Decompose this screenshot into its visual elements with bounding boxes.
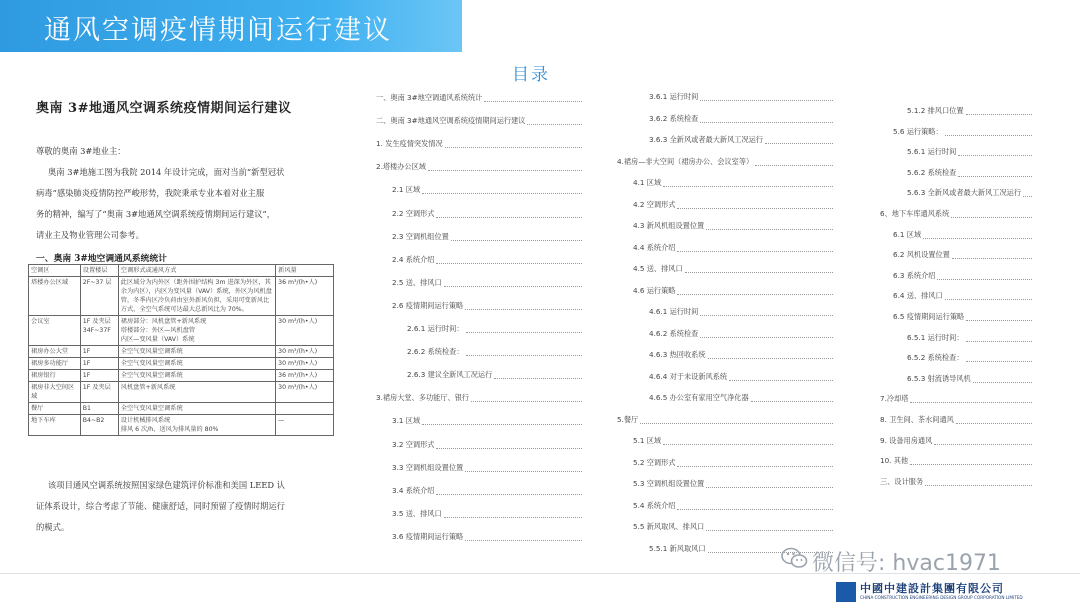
toc-entry[interactable]: 3.1 区域 xyxy=(392,416,421,426)
toc-entry[interactable]: 二、奥南 3#地通风空调系统疫情期间运行建议 xyxy=(376,116,526,126)
paragraph-1-line-4: 请业主及物业管理公司参考。 xyxy=(36,230,144,240)
paragraph-1-line-2: 病毒”感染肺炎疫情防控严峻形势，我院秉承专业本着对业主服 xyxy=(36,188,265,198)
toc-entry[interactable]: 4.6 运行策略 xyxy=(633,285,676,295)
toc-entry[interactable]: 6.5.2 系统检查： xyxy=(907,353,964,363)
toc-entry[interactable]: 三、设计服务 xyxy=(880,476,924,486)
toc-leader-dots xyxy=(444,286,582,287)
toc-entry[interactable]: 4.5 送、排风口 xyxy=(633,264,683,273)
toc-entry[interactable]: 2.塔楼办公区域 xyxy=(376,162,426,172)
table-row xyxy=(29,370,334,382)
toc-leader-dots xyxy=(700,337,833,338)
table-row xyxy=(29,316,334,346)
table-cell: 全空气变风量空调系统 xyxy=(118,346,275,358)
ventilation-stats-table xyxy=(28,264,334,436)
table-header: 新风量 xyxy=(276,265,334,277)
toc-leader-dots xyxy=(436,263,582,264)
toc-leader-dots xyxy=(677,251,833,252)
paragraph-2-line-1: 该项目通风空调系统按照国家绿色建筑评价标准和美国 LEED 认 xyxy=(48,480,285,490)
toc-entry[interactable]: 4.裙房—非大空间（裙房办公、会议室等） xyxy=(617,156,754,166)
toc-leader-dots xyxy=(685,272,833,273)
table-cell: 36 m³/(h•人) xyxy=(276,370,334,382)
toc-leader-dots xyxy=(436,217,582,218)
table-cell: 裙房多功能厅 xyxy=(29,358,81,370)
toc-leader-dots xyxy=(677,208,833,209)
table-cell: 裙房办公大堂 xyxy=(29,346,81,358)
toc-entry[interactable]: 5.6.2 系统检查 xyxy=(907,167,957,177)
toc-leader-dots xyxy=(729,380,833,381)
table-cell xyxy=(276,403,334,415)
table-cell: 30 m³/(h•人) xyxy=(276,358,334,370)
toc-entry[interactable]: 2.3 空调机组位置 xyxy=(392,231,449,241)
toc-entry[interactable]: 3.6.1 运行时间 xyxy=(649,92,699,101)
toc-entry[interactable]: 5.1.2 排风口位置 xyxy=(907,106,964,115)
table-cell: B4~B2 xyxy=(80,415,118,436)
toc-entry[interactable]: 5.4 系统介绍 xyxy=(633,500,676,510)
section-1-heading: 一、奥南 3#地空调通风系统统计 xyxy=(36,254,167,264)
toc-leader-dots xyxy=(677,294,833,295)
toc-entry[interactable]: 2.6.3 建议全新风工况运行 xyxy=(407,370,493,380)
toc-entry[interactable]: 6.5 疫情期间运行策略 xyxy=(893,312,965,321)
toc-leader-dots xyxy=(708,358,833,359)
table-header: 空调区 xyxy=(29,265,81,277)
toc-leader-dots xyxy=(934,444,1032,445)
toc-leader-dots xyxy=(445,147,582,148)
toc-entry[interactable]: 5.2 空调形式 xyxy=(633,457,676,467)
toc-leader-dots xyxy=(663,186,833,187)
toc-leader-dots xyxy=(755,165,833,166)
toc-entry[interactable]: 5.1 区域 xyxy=(633,436,662,445)
toc-entry[interactable]: 9. 设备用房通风 xyxy=(880,435,933,445)
page-title: 通风空调疫情期间运行建议 xyxy=(44,15,392,46)
company-logo-icon xyxy=(836,582,856,602)
toc-entry[interactable]: 3.6.2 系统检查 xyxy=(649,113,699,123)
toc-entry[interactable]: 5.5 新风取风、排风口 xyxy=(633,522,705,531)
toc-entry[interactable]: 3.4 系统介绍 xyxy=(392,485,435,495)
toc-leader-dots xyxy=(966,114,1032,115)
toc-leader-dots xyxy=(436,448,582,449)
toc-entry[interactable]: 6.5.1 运行时间： xyxy=(907,332,964,342)
toc-entry[interactable]: 4.3 新风机组设置位置 xyxy=(633,221,705,230)
toc-leader-dots xyxy=(966,341,1032,342)
toc-entry[interactable]: 6.4 送、排风口 xyxy=(893,291,943,301)
table-row xyxy=(29,403,334,415)
toc-entry[interactable]: 3.2 空调形式 xyxy=(392,439,435,449)
toc-leader-dots xyxy=(422,193,582,194)
table-cell: 风机盘管+新风系统 xyxy=(118,382,275,403)
table-cell: 30 m³/(h•人) xyxy=(276,382,334,403)
table-cell: 全空气变风量空调系统 xyxy=(118,358,275,370)
toc-leader-dots xyxy=(765,143,833,144)
toc-entry[interactable]: 8. 卫生间、茶水间通风 xyxy=(880,415,954,424)
toc-leader-dots xyxy=(436,494,582,495)
company-name-cn: 中國中建設計集團有限公司 xyxy=(860,582,1004,595)
table-cell: 塔楼办公区域 xyxy=(29,277,81,316)
toc-entry[interactable]: 3.5 送、排风口 xyxy=(392,508,442,518)
toc-leader-dots xyxy=(923,238,1032,239)
table-cell: 裙房非大空间区域 xyxy=(29,382,81,403)
toc-leader-dots xyxy=(465,471,582,472)
toc-leader-dots xyxy=(700,100,833,101)
table-cell: 地下车库 xyxy=(29,415,81,436)
toc-leader-dots xyxy=(945,135,1032,136)
toc-leader-dots xyxy=(451,240,582,241)
table-cell: 1F 及夹层 34F~37F xyxy=(80,316,118,346)
toc-leader-dots xyxy=(494,378,582,379)
table-cell: — xyxy=(276,415,334,436)
toc-entry[interactable]: 1. 发生疫情突发情况 xyxy=(376,139,443,149)
paragraph-1-line-1: 奥南 3#地施工图为我院 2014 年设计完成，面对当前“新型冠状 xyxy=(48,167,285,177)
table-cell: 会议室 xyxy=(29,316,81,346)
toc-entry[interactable]: 3.6.3 全新风或者最大新风工况运行 xyxy=(649,135,764,144)
toc-entry[interactable]: 5.6.3 全新风或者最大新风工况运行 xyxy=(907,188,1022,198)
toc-entry[interactable]: 一、奥南 3#地空调通风系统统计 xyxy=(376,93,483,102)
toc-leader-dots xyxy=(700,122,833,123)
toc-entry[interactable]: 10. 其他 xyxy=(880,456,909,466)
toc-leader-dots xyxy=(444,517,582,518)
toc-leader-dots xyxy=(700,315,833,316)
toc-entry[interactable]: 6.5.3 射流诱导风机 xyxy=(907,373,971,383)
toc-leader-dots xyxy=(966,320,1032,321)
toc-entry[interactable]: 2.4 系统介绍 xyxy=(392,254,435,264)
toc-leader-dots xyxy=(945,299,1032,300)
toc-leader-dots xyxy=(1023,196,1032,197)
toc-leader-dots xyxy=(706,229,833,230)
table-header-row xyxy=(29,265,334,277)
table-cell: 2F~37 层 xyxy=(80,277,118,316)
toc-leader-dots xyxy=(958,176,1032,177)
toc-entry[interactable]: 4.6.2 系统检查 xyxy=(649,328,699,338)
table-header: 空调形式或通风方式 xyxy=(118,265,275,277)
wechat-icon xyxy=(781,546,809,570)
wechat-id: 微信号: hvac1971 xyxy=(812,551,1001,576)
table-cell: 1F 及夹层 xyxy=(80,382,118,403)
toc-leader-dots xyxy=(471,401,582,402)
toc-entry[interactable]: 4.2 空调形式 xyxy=(633,199,676,209)
table-cell: 此区域分为内外区（距外围护结构 3m 进深为外区，其余为内区），内区为变风量（VAV）系统，外区为风机盘管，冬季内区冷负荷由室外新风负担，采用可变新风比方式，全空气系统可达最大总新风比为 70%。 xyxy=(118,277,275,316)
toc-leader-dots xyxy=(952,258,1032,259)
toc-entry[interactable]: 6.1 区域 xyxy=(893,229,922,239)
toc-leader-dots xyxy=(956,423,1032,424)
toc-leader-dots xyxy=(958,155,1032,156)
table-row xyxy=(29,277,334,316)
toc-entry[interactable]: 2.1 区域 xyxy=(392,185,421,195)
toc-entry[interactable]: 5.3 空调机组设置位置 xyxy=(633,479,705,488)
toc-leader-dots xyxy=(706,487,833,488)
toc-entry[interactable]: 3.6 疫情期间运行策略 xyxy=(392,531,464,541)
table-cell: 36 m³/(h•人) xyxy=(276,277,334,316)
paragraph-2-line-3: 的模式。 xyxy=(36,522,70,532)
toc-leader-dots xyxy=(640,423,833,424)
toc-entry[interactable]: 2.6.1 运行时间： xyxy=(407,324,464,333)
toc-entry[interactable]: 4.6.1 运行时间 xyxy=(649,307,699,316)
toc-leader-dots xyxy=(677,466,833,467)
salutation: 尊敬的奥南 3#地业主： xyxy=(36,146,126,156)
toc-leader-dots xyxy=(663,444,833,445)
table-cell: 1F xyxy=(80,346,118,358)
table-cell: 裙房银行 xyxy=(29,370,81,382)
toc-leader-dots xyxy=(527,124,582,125)
toc-entry[interactable]: 2.2 空调形式 xyxy=(392,208,435,218)
table-cell: 全空气变风量空调系统 xyxy=(118,403,275,415)
toc-entry[interactable]: 3.3 空调机组设置位置 xyxy=(392,462,464,472)
toc-leader-dots xyxy=(751,401,833,402)
paragraph-2-line-2: 证体系设计，综合考虑了节能、健康舒适，同时预留了疫情时期运行 xyxy=(36,501,285,511)
company-name-en: CHINA CONSTRUCTION ENGINEERING DESIGN GROUP CORPORATION LIMITED xyxy=(860,595,1023,600)
toc-leader-dots xyxy=(422,424,582,425)
table-header: 设置楼层 xyxy=(80,265,118,277)
table-cell: 裙房部分：风机盘管+新风系统 塔楼部分：外区—风机盘管 内区—变风量（VAV）系统 xyxy=(118,316,275,346)
toc-leader-dots xyxy=(484,101,582,102)
table-row xyxy=(29,382,334,403)
table-row xyxy=(29,358,334,370)
toc-entry[interactable]: 6.3 系统介绍 xyxy=(893,270,936,280)
toc-leader-dots xyxy=(465,540,582,541)
toc-entry[interactable]: 2.6.2 系统检查： xyxy=(407,347,464,357)
toc-leader-dots xyxy=(466,332,582,333)
toc-leader-dots xyxy=(428,170,582,171)
toc-entry[interactable]: 2.5 送、排风口 xyxy=(392,277,442,287)
table-cell: 全空气变风量空调系统 xyxy=(118,370,275,382)
toc-entry[interactable]: 5.5.1 新风取风口 xyxy=(649,543,706,553)
table-cell: 30 m³/(h•人) xyxy=(276,316,334,346)
table-row xyxy=(29,415,334,436)
toc-leader-dots xyxy=(466,355,582,356)
toc-entry[interactable]: 5.6 运行策略： xyxy=(893,126,943,136)
toc-entry[interactable]: 4.6.5 办公室有家用空气净化器 xyxy=(649,393,749,402)
toc-entry[interactable]: 4.4 系统介绍 xyxy=(633,242,676,252)
toc-entry[interactable]: 4.6.4 对于未设新风系统 xyxy=(649,371,728,381)
toc-entry[interactable]: 4.6.3 热回收系统 xyxy=(649,350,706,359)
table-cell: 餐厅 xyxy=(29,403,81,415)
title-banner xyxy=(0,0,462,52)
toc-leader-dots xyxy=(677,509,833,510)
toc-entry[interactable]: 5.餐厅 xyxy=(617,414,639,424)
table-cell: 1F xyxy=(80,358,118,370)
toc-entry[interactable]: 3.裙房大堂、多功能厅、银行 xyxy=(376,393,470,403)
toc-entry[interactable]: 2.6 疫情期间运行策略 xyxy=(392,300,464,310)
toc-leader-dots xyxy=(966,361,1032,362)
toc-entry[interactable]: 5.6.1 运行时间 xyxy=(907,147,957,157)
toc-entry[interactable]: 7.冷却塔 xyxy=(880,394,909,404)
table-cell: 30 m³/(h•人) xyxy=(276,346,334,358)
toc-leader-dots xyxy=(910,402,1032,403)
toc-leader-dots xyxy=(706,530,833,531)
table-cell: 设计机械排风系统 排风 6 次/h，送风为排风量的 80% xyxy=(118,415,275,436)
toc-leader-dots xyxy=(910,464,1032,465)
toc-leader-dots xyxy=(951,217,1032,218)
toc-leader-dots xyxy=(937,279,1032,280)
toc-entry[interactable]: 6.2 风机设置位置 xyxy=(893,250,950,260)
toc-leader-dots xyxy=(973,382,1032,383)
toc-entry[interactable]: 4.1 区域 xyxy=(633,178,662,187)
toc-heading: 目录 xyxy=(512,65,550,85)
toc-entry[interactable]: 6、地下车库通风系统 xyxy=(880,209,950,218)
document-title: 奥南 3#地通风空调系统疫情期间运行建议 xyxy=(36,101,292,116)
table-cell: 1F xyxy=(80,370,118,382)
toc-leader-dots xyxy=(925,485,1032,486)
table-row xyxy=(29,346,334,358)
table-cell: B1 xyxy=(80,403,118,415)
paragraph-1-line-3: 务的精神，编写了“奥南 3#地通风空调系统疫情期间运行建议”， xyxy=(36,209,276,219)
toc-leader-dots xyxy=(465,309,582,310)
